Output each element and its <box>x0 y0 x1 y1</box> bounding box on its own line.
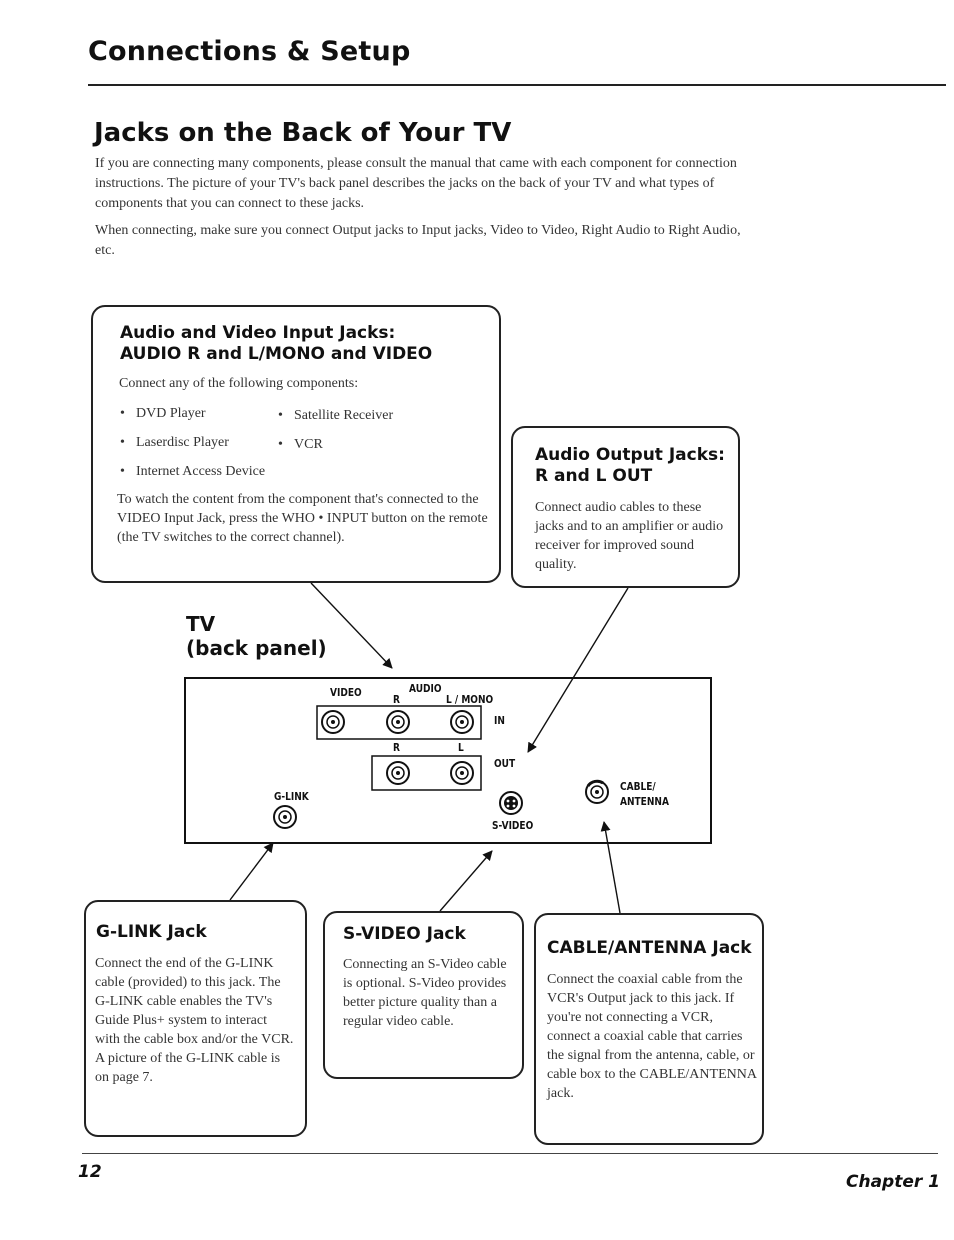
panel-label-l-mono: L / MONO <box>446 693 494 706</box>
section-header: Connections & Setup <box>88 36 411 67</box>
audio-output-title-2: R and L OUT <box>535 466 653 486</box>
panel-label-out: OUT <box>494 757 516 770</box>
panel-label-audio: AUDIO <box>409 682 442 695</box>
av-input-title-1: Audio and Video Input Jacks: <box>120 323 396 343</box>
av-input-lead: Connect any of the following components: <box>119 376 359 391</box>
list-item: • VCR <box>276 430 393 459</box>
panel-label-antenna: ANTENNA <box>620 795 669 808</box>
audio-output-title-1: Audio Output Jacks: <box>535 445 725 465</box>
tv-label-line-1: TV <box>186 612 216 636</box>
svideo-title: S-VIDEO Jack <box>343 924 466 944</box>
cable-antenna-callout <box>534 913 764 1145</box>
video-in-jack-icon <box>322 711 344 733</box>
svideo-body: Connecting an S-Video cable is optional. S-Video provides better picture quality than a regular video cable. <box>343 957 507 1029</box>
panel-label-r-top: R <box>393 693 400 706</box>
glink-body: Connect the end of the G-LINK cable (provided) to this jack. The G-LINK cable enables the TV's Guide Plus+ system to interact with the cable box and/or the VCR. A picture of the G-LINK cable is on page 7. <box>95 956 294 1085</box>
list-item: • Satellite Receiver <box>276 401 393 430</box>
panel-label-l-bottom: L <box>458 741 464 754</box>
audio-r-out-jack-icon <box>387 762 409 784</box>
av-input-body: To watch the content from the component that's connected to the VIDEO Input Jack, press the WHO • INPUT button on the remote (the TV switches to the correct channel). <box>117 492 488 545</box>
intro-paragraph-2: When connecting, make sure you connect Output jacks to Input jacks, Video to Video, Right Audio to Right Audio, etc. <box>95 223 741 258</box>
audio-r-in-jack-icon <box>387 711 409 733</box>
panel-label-cable: CABLE/ <box>620 780 656 793</box>
page-number: 12 <box>78 1162 102 1182</box>
audio-output-body: Connect audio cables to these jacks and to an amplifier or audio receiver for improved sound quality. <box>535 500 724 572</box>
list-item: • Laserdisc Player <box>118 428 265 457</box>
footer-rule <box>82 1153 938 1154</box>
tv-label-line-2: (back panel) <box>186 636 327 660</box>
list-item: • DVD Player <box>118 399 265 428</box>
panel-label-in: IN <box>494 714 505 727</box>
cable-antenna-jack-icon <box>586 781 608 803</box>
svideo-jack-icon <box>500 792 522 814</box>
audio-l-out-jack-icon <box>451 762 473 784</box>
panel-label-svideo: S-VIDEO <box>492 819 534 832</box>
glink-jack-icon <box>274 806 296 828</box>
page-title: Jacks on the Back of Your TV <box>94 118 512 148</box>
svideo-callout <box>323 911 524 1079</box>
panel-label-glink: G-LINK <box>274 790 309 803</box>
list-item: • Internet Access Device <box>118 457 265 486</box>
chapter-label: Chapter 1 <box>846 1172 941 1192</box>
glink-title: G-LINK Jack <box>96 922 207 942</box>
intro-paragraph-1: If you are connecting many components, please consult the manual that came with each component for connection instructions. The picture of your TV's back panel describes the jacks on the back of your TV and what types of components that you can connect to these jacks. <box>95 156 737 211</box>
audio-l-in-jack-icon <box>451 711 473 733</box>
panel-label-video: VIDEO <box>330 686 362 699</box>
av-input-title-2: AUDIO R and L/MONO and VIDEO <box>120 344 433 364</box>
glink-callout <box>84 900 307 1137</box>
cable-antenna-title: CABLE/ANTENNA Jack <box>547 938 752 958</box>
cable-antenna-body: Connect the coaxial cable from the VCR's Output jack to this jack. If you're not connecting a VCR, connect a coaxial cable that carries the signal from the antenna, cable, or cable box to the CABLE/ANTENNA jack. <box>547 972 757 1101</box>
panel-label-r-bottom: R <box>393 741 400 754</box>
